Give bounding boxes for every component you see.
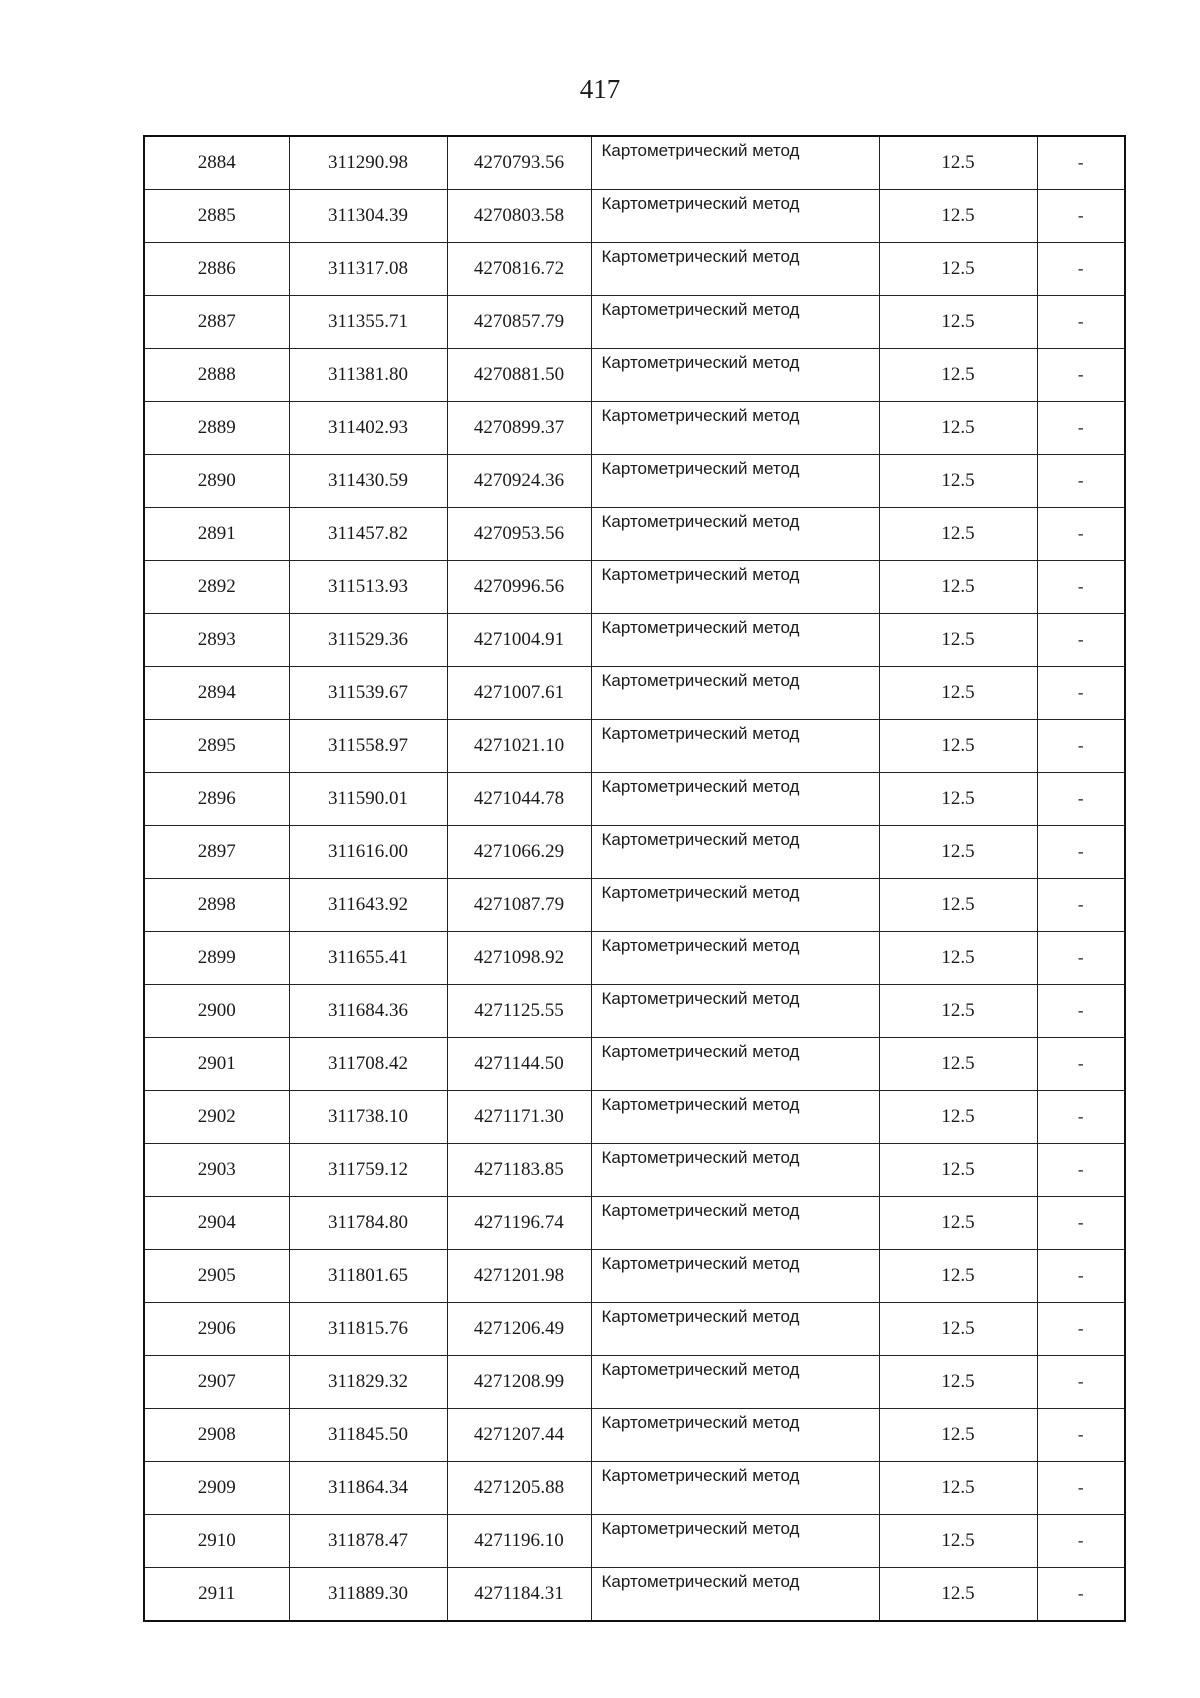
- point-number-cell: 2889: [144, 402, 289, 455]
- method-cell: Картометрический метод: [591, 1091, 879, 1144]
- accuracy-cell: 12.5: [879, 826, 1037, 879]
- point-number-cell: 2890: [144, 455, 289, 508]
- coordinate-x-cell: 311738.10: [289, 1091, 447, 1144]
- point-number-cell: 2901: [144, 1038, 289, 1091]
- table-row: [144, 402, 1125, 455]
- table-row: [144, 296, 1125, 349]
- coordinate-y-cell: 4270857.79: [447, 296, 591, 349]
- accuracy-cell: 12.5: [879, 243, 1037, 296]
- accuracy-cell: 12.5: [879, 1250, 1037, 1303]
- coordinate-y-cell: 4271183.85: [447, 1144, 591, 1197]
- method-cell: Картометрический метод: [591, 1356, 879, 1409]
- coordinate-y-cell: 4271098.92: [447, 932, 591, 985]
- note-cell: -: [1037, 1038, 1125, 1091]
- point-number-cell: 2902: [144, 1091, 289, 1144]
- point-number-cell: 2886: [144, 243, 289, 296]
- coordinate-y-cell: 4271144.50: [447, 1038, 591, 1091]
- table-row: [144, 1409, 1125, 1462]
- accuracy-cell: 12.5: [879, 1515, 1037, 1568]
- coordinate-y-cell: 4271044.78: [447, 773, 591, 826]
- coordinate-y-cell: 4270881.50: [447, 349, 591, 402]
- point-number-cell: 2898: [144, 879, 289, 932]
- point-number-cell: 2897: [144, 826, 289, 879]
- table-row: [144, 879, 1125, 932]
- coordinate-y-cell: 4271021.10: [447, 720, 591, 773]
- note-cell: -: [1037, 1303, 1125, 1356]
- page-number: 417: [579, 74, 621, 104]
- method-cell: Картометрический метод: [591, 190, 879, 243]
- point-number-cell: 2909: [144, 1462, 289, 1515]
- coordinate-y-cell: 4271196.10: [447, 1515, 591, 1568]
- point-number-cell: 2911: [144, 1568, 289, 1622]
- point-number-cell: 2895: [144, 720, 289, 773]
- coordinate-y-cell: 4270793.56: [447, 136, 591, 190]
- accuracy-cell: 12.5: [879, 1091, 1037, 1144]
- method-cell: Картометрический метод: [591, 1462, 879, 1515]
- point-number-cell: 2884: [144, 136, 289, 190]
- coordinate-x-cell: 311708.42: [289, 1038, 447, 1091]
- note-cell: -: [1037, 402, 1125, 455]
- coordinate-y-cell: 4271007.61: [447, 667, 591, 720]
- note-cell: -: [1037, 667, 1125, 720]
- table-row: [144, 1250, 1125, 1303]
- note-cell: -: [1037, 561, 1125, 614]
- table-row: [144, 667, 1125, 720]
- point-number-cell: 2892: [144, 561, 289, 614]
- accuracy-cell: 12.5: [879, 667, 1037, 720]
- coordinate-x-cell: 311864.34: [289, 1462, 447, 1515]
- table-row: [144, 720, 1125, 773]
- table-row: [144, 932, 1125, 985]
- accuracy-cell: 12.5: [879, 1356, 1037, 1409]
- method-cell: Картометрический метод: [591, 243, 879, 296]
- table-row: [144, 1038, 1125, 1091]
- coordinate-y-cell: 4271196.74: [447, 1197, 591, 1250]
- point-number-cell: 2887: [144, 296, 289, 349]
- accuracy-cell: 12.5: [879, 508, 1037, 561]
- coordinate-x-cell: 311684.36: [289, 985, 447, 1038]
- point-number-cell: 2900: [144, 985, 289, 1038]
- method-cell: Картометрический метод: [591, 402, 879, 455]
- table-row: [144, 455, 1125, 508]
- coordinate-y-cell: 4271125.55: [447, 985, 591, 1038]
- note-cell: -: [1037, 720, 1125, 773]
- accuracy-cell: 12.5: [879, 720, 1037, 773]
- coordinate-y-cell: 4271208.99: [447, 1356, 591, 1409]
- method-cell: Картометрический метод: [591, 508, 879, 561]
- coordinate-x-cell: 311355.71: [289, 296, 447, 349]
- table-row: [144, 561, 1125, 614]
- accuracy-cell: 12.5: [879, 1462, 1037, 1515]
- point-number-cell: 2903: [144, 1144, 289, 1197]
- coordinate-y-cell: 4270924.36: [447, 455, 591, 508]
- note-cell: -: [1037, 1515, 1125, 1568]
- coordinate-x-cell: 311590.01: [289, 773, 447, 826]
- accuracy-cell: 12.5: [879, 349, 1037, 402]
- accuracy-cell: 12.5: [879, 932, 1037, 985]
- accuracy-cell: 12.5: [879, 1409, 1037, 1462]
- coordinate-x-cell: 311655.41: [289, 932, 447, 985]
- note-cell: -: [1037, 1462, 1125, 1515]
- accuracy-cell: 12.5: [879, 1303, 1037, 1356]
- coordinate-y-cell: 4271087.79: [447, 879, 591, 932]
- table-row: [144, 1568, 1125, 1622]
- method-cell: Картометрический метод: [591, 1303, 879, 1356]
- table-row: [144, 1303, 1125, 1356]
- table-row: [144, 508, 1125, 561]
- method-cell: Картометрический метод: [591, 720, 879, 773]
- method-cell: Картометрический метод: [591, 1038, 879, 1091]
- point-number-cell: 2885: [144, 190, 289, 243]
- coordinate-x-cell: 311845.50: [289, 1409, 447, 1462]
- coordinate-x-cell: 311402.93: [289, 402, 447, 455]
- accuracy-cell: 12.5: [879, 402, 1037, 455]
- note-cell: -: [1037, 985, 1125, 1038]
- coordinate-y-cell: 4270996.56: [447, 561, 591, 614]
- coordinate-x-cell: 311529.36: [289, 614, 447, 667]
- note-cell: -: [1037, 296, 1125, 349]
- note-cell: -: [1037, 1091, 1125, 1144]
- note-cell: -: [1037, 1568, 1125, 1622]
- coordinate-x-cell: 311801.65: [289, 1250, 447, 1303]
- table-row: [144, 1462, 1125, 1515]
- table-row: [144, 1515, 1125, 1568]
- table-row: [144, 985, 1125, 1038]
- method-cell: Картометрический метод: [591, 1515, 879, 1568]
- note-cell: -: [1037, 1250, 1125, 1303]
- note-cell: -: [1037, 455, 1125, 508]
- method-cell: Картометрический метод: [591, 826, 879, 879]
- point-number-cell: 2896: [144, 773, 289, 826]
- table-row: [144, 1356, 1125, 1409]
- table-row: [144, 1091, 1125, 1144]
- coordinate-x-cell: 311304.39: [289, 190, 447, 243]
- coordinate-y-cell: 4270899.37: [447, 402, 591, 455]
- point-number-cell: 2904: [144, 1197, 289, 1250]
- method-cell: Картометрический метод: [591, 932, 879, 985]
- accuracy-cell: 12.5: [879, 190, 1037, 243]
- accuracy-cell: 12.5: [879, 614, 1037, 667]
- method-cell: Картометрический метод: [591, 667, 879, 720]
- accuracy-cell: 12.5: [879, 879, 1037, 932]
- method-cell: Картометрический метод: [591, 296, 879, 349]
- coordinate-y-cell: 4271066.29: [447, 826, 591, 879]
- note-cell: -: [1037, 1144, 1125, 1197]
- method-cell: Картометрический метод: [591, 879, 879, 932]
- accuracy-cell: 12.5: [879, 1144, 1037, 1197]
- method-cell: Картометрический метод: [591, 773, 879, 826]
- note-cell: -: [1037, 1197, 1125, 1250]
- accuracy-cell: 12.5: [879, 773, 1037, 826]
- coordinate-x-cell: 311290.98: [289, 136, 447, 190]
- accuracy-cell: 12.5: [879, 1197, 1037, 1250]
- accuracy-cell: 12.5: [879, 296, 1037, 349]
- note-cell: -: [1037, 349, 1125, 402]
- note-cell: -: [1037, 826, 1125, 879]
- point-number-cell: 2906: [144, 1303, 289, 1356]
- coordinate-x-cell: 311430.59: [289, 455, 447, 508]
- note-cell: -: [1037, 614, 1125, 667]
- note-cell: -: [1037, 243, 1125, 296]
- note-cell: -: [1037, 508, 1125, 561]
- table-row: [144, 243, 1125, 296]
- accuracy-cell: 12.5: [879, 455, 1037, 508]
- note-cell: -: [1037, 773, 1125, 826]
- table-row: [144, 826, 1125, 879]
- method-cell: Картометрический метод: [591, 1197, 879, 1250]
- point-number-cell: 2910: [144, 1515, 289, 1568]
- method-cell: Картометрический метод: [591, 561, 879, 614]
- accuracy-cell: 12.5: [879, 1038, 1037, 1091]
- coordinate-x-cell: 311829.32: [289, 1356, 447, 1409]
- method-cell: Картометрический метод: [591, 1568, 879, 1622]
- coordinate-y-cell: 4271207.44: [447, 1409, 591, 1462]
- coordinate-y-cell: 4270816.72: [447, 243, 591, 296]
- coordinate-y-cell: 4270953.56: [447, 508, 591, 561]
- coordinate-x-cell: 311317.08: [289, 243, 447, 296]
- coordinate-x-cell: 311457.82: [289, 508, 447, 561]
- table-row: [144, 1197, 1125, 1250]
- note-cell: -: [1037, 932, 1125, 985]
- coordinate-y-cell: 4271171.30: [447, 1091, 591, 1144]
- method-cell: Картометрический метод: [591, 614, 879, 667]
- table-row: [144, 190, 1125, 243]
- coordinate-y-cell: 4271004.91: [447, 614, 591, 667]
- method-cell: Картометрический метод: [591, 985, 879, 1038]
- method-cell: Картометрический метод: [591, 1250, 879, 1303]
- note-cell: -: [1037, 1409, 1125, 1462]
- accuracy-cell: 12.5: [879, 985, 1037, 1038]
- table-row: [144, 349, 1125, 402]
- method-cell: Картометрический метод: [591, 136, 879, 190]
- coordinate-x-cell: 311815.76: [289, 1303, 447, 1356]
- coordinate-x-cell: 311889.30: [289, 1568, 447, 1622]
- coordinate-x-cell: 311616.00: [289, 826, 447, 879]
- table-row: [144, 773, 1125, 826]
- coordinate-x-cell: 311539.67: [289, 667, 447, 720]
- coordinate-x-cell: 311513.93: [289, 561, 447, 614]
- note-cell: -: [1037, 879, 1125, 932]
- table-row: [144, 614, 1125, 667]
- point-number-cell: 2893: [144, 614, 289, 667]
- accuracy-cell: 12.5: [879, 561, 1037, 614]
- note-cell: -: [1037, 190, 1125, 243]
- accuracy-cell: 12.5: [879, 1568, 1037, 1622]
- coordinate-y-cell: 4271201.98: [447, 1250, 591, 1303]
- coordinate-x-cell: 311558.97: [289, 720, 447, 773]
- point-number-cell: 2888: [144, 349, 289, 402]
- note-cell: -: [1037, 1356, 1125, 1409]
- method-cell: Картометрический метод: [591, 1144, 879, 1197]
- coordinate-x-cell: 311784.80: [289, 1197, 447, 1250]
- coordinate-y-cell: 4271184.31: [447, 1568, 591, 1622]
- accuracy-cell: 12.5: [879, 136, 1037, 190]
- point-number-cell: 2899: [144, 932, 289, 985]
- note-cell: -: [1037, 136, 1125, 190]
- coordinate-x-cell: 311643.92: [289, 879, 447, 932]
- point-number-cell: 2894: [144, 667, 289, 720]
- coordinate-y-cell: 4271205.88: [447, 1462, 591, 1515]
- method-cell: Картометрический метод: [591, 349, 879, 402]
- coordinate-y-cell: 4271206.49: [447, 1303, 591, 1356]
- method-cell: Картометрический метод: [591, 1409, 879, 1462]
- coordinates-table-body: [144, 136, 1125, 1621]
- coordinate-x-cell: 311878.47: [289, 1515, 447, 1568]
- point-number-cell: 2908: [144, 1409, 289, 1462]
- point-number-cell: 2905: [144, 1250, 289, 1303]
- coordinate-y-cell: 4270803.58: [447, 190, 591, 243]
- coordinates-table: [143, 135, 1126, 1622]
- coordinate-x-cell: 311759.12: [289, 1144, 447, 1197]
- point-number-cell: 2907: [144, 1356, 289, 1409]
- point-number-cell: 2891: [144, 508, 289, 561]
- method-cell: Картометрический метод: [591, 455, 879, 508]
- coordinate-x-cell: 311381.80: [289, 349, 447, 402]
- table-row: [144, 1144, 1125, 1197]
- table-row: [144, 136, 1125, 190]
